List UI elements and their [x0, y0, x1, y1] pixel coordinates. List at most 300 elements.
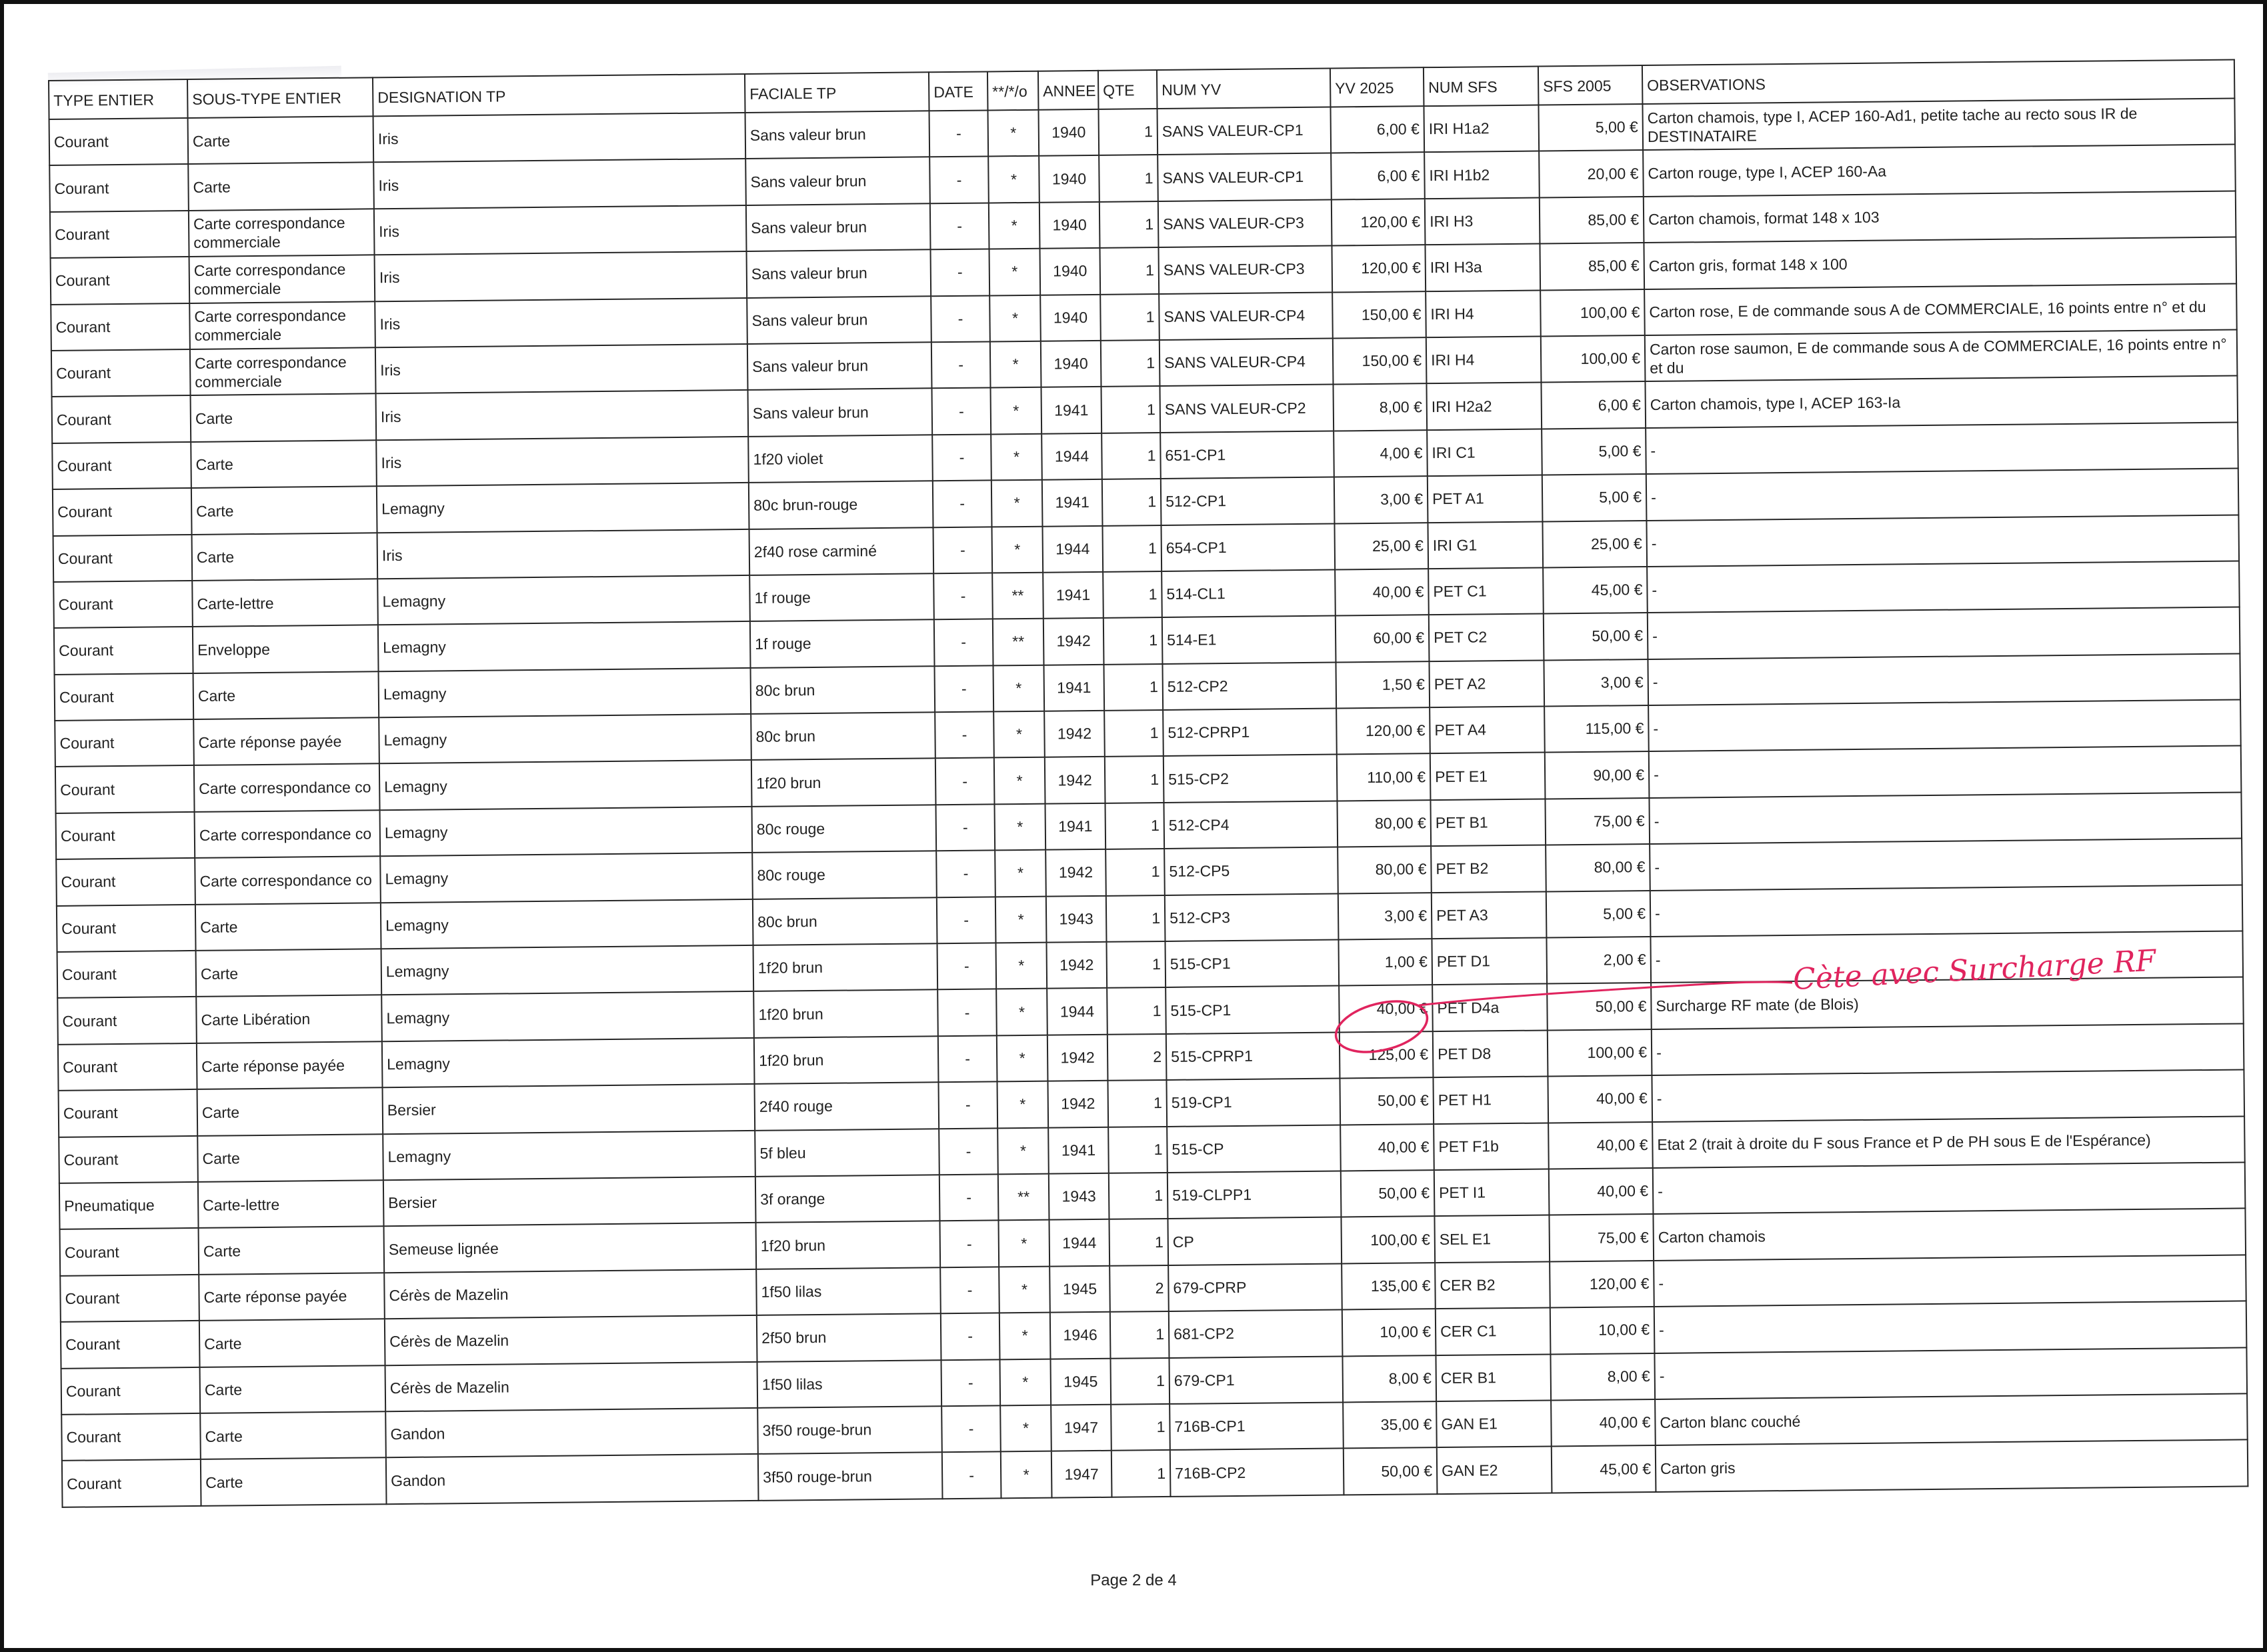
cell-sous-type-entier: Carte [191, 394, 377, 442]
cell-designation-tp: Iris [375, 298, 747, 348]
cell-type-entier: Courant [53, 488, 192, 535]
cell-faciale-tp: Sans valeur brun [745, 157, 930, 205]
cell-sfs-2005: 5,00 € [1542, 428, 1646, 475]
cell-sfs-2005: 100,00 € [1541, 335, 1646, 383]
cell-quality: * [990, 341, 1041, 388]
cell-annee: 1944 [1049, 1219, 1109, 1266]
cell-num-yv: 681-CP2 [1169, 1310, 1343, 1358]
cell-yv-2025: 25,00 € [1334, 523, 1428, 570]
cell-num-yv: 515-CP1 [1166, 986, 1340, 1034]
cell-yv-2025: 3,00 € [1334, 476, 1428, 523]
cell-observations: Carton chamois, type I, ACEP 160-Ad1, petite tache au recto sous IR de DESTINATAIRE [1642, 99, 2235, 151]
cell-observations: - [1647, 561, 2240, 613]
cell-designation-tp: Gandon [385, 1408, 758, 1458]
cell-num-yv: SANS VALEUR-CP4 [1159, 292, 1333, 340]
cell-num-yv: 679-CPRP [1168, 1263, 1342, 1311]
cell-type-entier: Courant [57, 905, 196, 952]
cell-yv-2025: 1,50 € [1336, 661, 1430, 709]
cell-designation-tp: Lemagny [378, 621, 751, 671]
cell-type-entier: Courant [60, 1228, 199, 1275]
cell-sous-type-entier: Enveloppe [193, 625, 379, 673]
cell-sous-type-entier: Carte [200, 1365, 386, 1413]
cell-designation-tp: Iris [373, 159, 746, 209]
cell-yv-2025: 125,00 € [1340, 1031, 1434, 1079]
cell-qte: 1 [1103, 617, 1163, 664]
cell-quality: * [995, 943, 1047, 989]
cell-designation-tp: Semeuse lignée [384, 1223, 757, 1273]
cell-observations: Etat 2 (trait à droite du F sous France et P de PH sous E de l'Espérance) [1652, 1116, 2245, 1168]
page-number: Page 2 de 4 [1090, 1571, 1177, 1589]
cell-qte: 1 [1109, 1219, 1168, 1265]
cell-designation-tp: Lemagny [379, 668, 751, 718]
cell-type-entier: Courant [53, 581, 193, 628]
cell-sous-type-entier: Carte réponse payée [197, 1041, 383, 1089]
cell-annee: 1943 [1046, 895, 1107, 942]
cell-sfs-2005: 5,00 € [1542, 474, 1647, 521]
cell-type-entier: Courant [54, 627, 193, 674]
cell-num-sfs: IRI H4 [1426, 336, 1542, 383]
cell-observations: Carton rose, E de commande sous A de COMMERCIALE, 16 points entre n° et du [1644, 283, 2237, 335]
cell-date: - [929, 110, 989, 157]
cell-num-yv: 512-CPRP1 [1163, 709, 1337, 757]
cell-observations: Carton rose saumon, E de commande sous A de COMMERCIALE, 16 points entre n° et du [1645, 329, 2238, 381]
cell-quality: * [988, 110, 1039, 157]
header-date: DATE [929, 71, 988, 111]
cell-designation-tp: Lemagny [380, 807, 753, 857]
cell-qte: 1 [1102, 479, 1162, 525]
cell-type-entier: Courant [62, 1459, 201, 1507]
cell-faciale-tp: 1f50 lilas [757, 1360, 942, 1408]
cell-type-entier: Courant [56, 858, 195, 905]
cell-designation-tp: Lemagny [377, 575, 750, 625]
cell-date: - [933, 573, 993, 619]
cell-type-entier: Courant [57, 997, 197, 1044]
cell-num-yv: SANS VALEUR-CP3 [1158, 199, 1332, 247]
cell-yv-2025: 100,00 € [1341, 1216, 1435, 1263]
cell-sous-type-entier: Carte correspondance commerciale [190, 347, 376, 395]
cell-date: - [940, 1267, 999, 1313]
header-yv-2025: YV 2025 [1330, 67, 1424, 107]
cell-faciale-tp: Sans valeur brun [745, 111, 930, 159]
cell-qte: 1 [1106, 895, 1166, 942]
cell-designation-tp: Iris [374, 205, 747, 255]
cell-quality: * [1000, 1405, 1051, 1452]
cell-num-yv: SANS VALEUR-CP1 [1157, 107, 1331, 155]
cell-qte: 1 [1105, 756, 1164, 803]
cell-qte: 1 [1099, 247, 1159, 294]
cell-qte: 1 [1110, 1357, 1170, 1404]
cell-sfs-2005: 80,00 € [1546, 844, 1650, 891]
cell-designation-tp: Lemagny [382, 1038, 755, 1088]
cell-date: - [929, 157, 989, 203]
annotation-line [1419, 982, 1792, 1005]
cell-annee: 1947 [1051, 1451, 1112, 1497]
cell-observations: - [1646, 422, 2238, 474]
cell-faciale-tp: 1f rouge [749, 573, 934, 621]
cell-qte: 1 [1100, 294, 1160, 341]
cell-num-sfs: PET A3 [1432, 891, 1547, 939]
cell-designation-tp: Lemagny [381, 991, 754, 1041]
cell-sous-type-entier: Carte [199, 1319, 385, 1367]
cell-date: - [939, 1128, 998, 1175]
cell-quality: ** [992, 573, 1043, 619]
cell-designation-tp: Iris [376, 390, 749, 440]
cell-faciale-tp: 1f20 brun [756, 1221, 941, 1269]
cell-sfs-2005: 40,00 € [1548, 1075, 1652, 1123]
cell-annee: 1941 [1043, 572, 1103, 619]
cell-date: - [934, 619, 993, 666]
cell-observations: - [1648, 700, 2241, 752]
cell-annee: 1942 [1044, 711, 1105, 757]
cell-quality: * [991, 433, 1042, 480]
cell-yv-2025: 3,00 € [1338, 893, 1432, 940]
cell-date: - [930, 203, 989, 249]
cell-date: - [933, 527, 993, 573]
cell-yv-2025: 110,00 € [1337, 754, 1431, 801]
header-qte: QTE [1098, 70, 1158, 109]
cell-observations: - [1649, 746, 2242, 798]
header-num-sfs: NUM SFS [1424, 67, 1539, 107]
cell-date: - [941, 1405, 1001, 1452]
cell-sfs-2005: 50,00 € [1544, 613, 1648, 660]
cell-date: - [932, 388, 991, 435]
cell-annee: 1940 [1038, 109, 1099, 156]
cell-sfs-2005: 85,00 € [1540, 243, 1644, 290]
cell-sous-type-entier: Carte [188, 163, 374, 211]
cell-designation-tp: Lemagny [381, 899, 753, 949]
cell-observations: - [1646, 515, 2239, 567]
cell-type-entier: Pneumatique [59, 1182, 199, 1229]
cell-faciale-tp: 2f50 brun [757, 1313, 941, 1361]
cell-faciale-tp: 1f20 brun [751, 759, 936, 807]
cell-num-sfs: PET I1 [1434, 1169, 1550, 1216]
cell-sfs-2005: 45,00 € [1543, 567, 1648, 614]
cell-observations: - [1650, 931, 2243, 983]
cell-observations: - [1649, 792, 2242, 844]
cell-annee: 1941 [1043, 665, 1104, 711]
cell-date: - [931, 295, 990, 342]
cell-num-yv: 512-CP1 [1161, 477, 1335, 525]
cell-type-entier: Courant [53, 534, 193, 581]
cell-observations: - [1648, 607, 2240, 659]
cell-annee: 1941 [1042, 479, 1103, 526]
cell-annee: 1942 [1047, 1081, 1108, 1127]
cell-yv-2025: 40,00 € [1335, 569, 1429, 616]
cell-faciale-tp: 1f20 brun [753, 943, 938, 991]
cell-date: - [939, 1221, 999, 1267]
cell-sous-type-entier: Carte [196, 949, 382, 997]
cell-faciale-tp: 3f50 rouge-brun [757, 1406, 942, 1454]
cell-yv-2025: 4,00 € [1334, 430, 1428, 477]
cell-sfs-2005: 50,00 € [1547, 983, 1652, 1030]
cell-quality: * [999, 1266, 1050, 1313]
cell-type-entier: Courant [61, 1321, 200, 1368]
cell-sous-type-entier: Carte réponse payée [199, 1273, 385, 1321]
cell-num-sfs: CER B2 [1435, 1261, 1550, 1309]
cell-sfs-2005: 100,00 € [1548, 1029, 1652, 1077]
cell-sous-type-entier: Carte [192, 533, 378, 581]
cell-num-sfs: PET A2 [1429, 660, 1544, 707]
cell-qte: 1 [1099, 155, 1158, 201]
cell-annee: 1940 [1039, 248, 1100, 295]
cell-type-entier: Courant [57, 951, 197, 998]
cell-num-sfs: IRI H2a2 [1426, 383, 1542, 430]
cell-num-yv: 519-CLPP1 [1168, 1171, 1342, 1219]
cell-num-yv: 515-CP2 [1164, 755, 1338, 803]
cell-type-entier: Courant [59, 1089, 198, 1137]
header-faciale-tp: FACIALE TP [745, 72, 929, 113]
cell-designation-tp: Lemagny [381, 945, 754, 995]
cell-quality: * [989, 295, 1041, 341]
cell-sous-type-entier: Carte [197, 1134, 383, 1182]
cell-annee: 1942 [1045, 849, 1106, 896]
cell-qte: 1 [1107, 1080, 1167, 1127]
cell-date: - [937, 943, 996, 989]
cell-date: - [938, 1035, 997, 1082]
cell-qte: 1 [1101, 386, 1160, 433]
cell-num-yv: 716B-CP1 [1170, 1402, 1344, 1450]
cell-qte: 1 [1109, 1173, 1168, 1219]
cell-designation-tp: Iris [375, 251, 747, 301]
cell-sous-type-entier: Carte [193, 671, 379, 719]
cell-yv-2025: 80,00 € [1338, 846, 1432, 893]
cell-annee: 1942 [1045, 757, 1105, 803]
cell-designation-tp: Lemagny [380, 853, 753, 903]
cell-sfs-2005: 100,00 € [1540, 289, 1645, 337]
cell-sfs-2005: 5,00 € [1546, 891, 1651, 938]
cell-num-sfs: GAN E1 [1436, 1400, 1552, 1447]
cell-qte: 1 [1111, 1450, 1171, 1497]
cell-yv-2025: 120,00 € [1332, 199, 1426, 246]
cell-type-entier: Courant [52, 395, 191, 443]
cell-qte: 1 [1105, 803, 1164, 849]
cell-date: - [934, 665, 993, 712]
cell-annee: 1941 [1041, 387, 1101, 433]
cell-num-yv: 519-CP1 [1166, 1079, 1340, 1127]
cell-qte: 1 [1101, 340, 1160, 387]
cell-type-entier: Courant [58, 1043, 197, 1091]
cell-qte: 2 [1107, 1034, 1167, 1081]
cell-designation-tp: Cérès de Mazelin [384, 1269, 757, 1319]
cell-qte: 1 [1108, 1127, 1168, 1173]
cell-yv-2025: 6,00 € [1330, 106, 1424, 153]
cell-date: - [931, 341, 991, 388]
cell-yv-2025: 50,00 € [1341, 1170, 1435, 1217]
cell-num-sfs: SEL E1 [1434, 1215, 1550, 1263]
cell-sous-type-entier: Carte Libération [196, 995, 382, 1043]
cell-yv-2025: 8,00 € [1342, 1355, 1436, 1403]
cell-num-yv: SANS VALEUR-CP1 [1158, 153, 1332, 201]
cell-num-sfs: IRI H1b2 [1424, 151, 1540, 199]
cell-designation-tp: Cérès de Mazelin [385, 1361, 758, 1411]
cell-num-yv: 512-CP3 [1165, 893, 1339, 941]
cell-faciale-tp: 80c brun [751, 712, 935, 760]
cell-num-sfs: PET A4 [1430, 707, 1545, 754]
cell-quality: * [989, 249, 1040, 295]
cell-annee: 1945 [1049, 1266, 1110, 1313]
cell-date: - [941, 1313, 1000, 1360]
cell-quality: * [995, 896, 1047, 943]
cell-yv-2025: 135,00 € [1342, 1263, 1436, 1310]
cell-faciale-tp: Sans valeur brun [748, 389, 933, 437]
cell-num-yv: 515-CP [1167, 1125, 1341, 1173]
header-annee: ANNEE [1038, 71, 1099, 110]
cell-annee: 1940 [1039, 155, 1099, 202]
cell-observations: - [1646, 469, 2239, 521]
cell-qte: 1 [1104, 710, 1164, 757]
cell-date: - [935, 758, 995, 805]
cell-faciale-tp: 1f20 brun [753, 990, 938, 1038]
cell-num-sfs: IRI H4 [1426, 290, 1541, 337]
cell-annee: 1942 [1047, 1035, 1108, 1081]
header-quality: **/*/o [987, 71, 1039, 111]
cell-sfs-2005: 40,00 € [1548, 1122, 1653, 1169]
cell-sfs-2005: 3,00 € [1544, 659, 1648, 707]
cell-observations: - [1654, 1347, 2247, 1399]
cell-num-yv: 514-CL1 [1162, 569, 1336, 617]
cell-quality: ** [993, 619, 1044, 665]
cell-num-sfs: IRI H3 [1425, 197, 1540, 245]
cell-num-sfs: CER C1 [1436, 1308, 1551, 1355]
cell-faciale-tp: 80c brun [751, 666, 935, 714]
cell-faciale-tp: 2f40 rouge [755, 1082, 939, 1130]
cell-annee: 1941 [1045, 803, 1105, 850]
cell-observations: Carton gris, format 148 x 100 [1644, 237, 2236, 289]
cell-type-entier: Courant [56, 812, 195, 859]
cell-sfs-2005: 6,00 € [1541, 381, 1646, 429]
cell-date: - [931, 249, 990, 296]
header-type-entier: TYPE ENTIER [49, 79, 188, 119]
cell-sous-type-entier: Carte correspondance commerciale [189, 209, 375, 257]
cell-designation-tp: Gandon [386, 1454, 759, 1504]
cell-annee: 1945 [1050, 1358, 1111, 1405]
cell-sfs-2005: 25,00 € [1542, 521, 1647, 568]
cell-designation-tp: Lemagny [377, 483, 749, 533]
cell-faciale-tp: 1f50 lilas [756, 1267, 941, 1315]
cell-qte: 1 [1105, 849, 1165, 895]
cell-designation-tp: Iris [377, 529, 750, 579]
cell-sous-type-entier: Carte [200, 1411, 386, 1459]
cell-num-sfs: GAN E2 [1437, 1447, 1552, 1494]
cell-quality: * [999, 1313, 1051, 1359]
cell-observations: - [1650, 839, 2242, 891]
cell-faciale-tp: 5f bleu [755, 1129, 939, 1177]
cell-num-yv: 515-CPRP1 [1166, 1032, 1340, 1080]
cell-yv-2025: 35,00 € [1343, 1401, 1437, 1449]
cell-quality: * [997, 1035, 1048, 1081]
cell-date: - [942, 1452, 1001, 1499]
cell-observations: Surcharge RF mate (de Blois) [1651, 977, 2244, 1029]
cell-num-sfs: PET E1 [1430, 753, 1546, 800]
cell-sous-type-entier: Carte [199, 1227, 385, 1275]
cell-type-entier: Courant [49, 164, 189, 211]
cell-sous-type-entier: Carte correspondance commerciale [189, 255, 375, 303]
cell-designation-tp: Bersier [383, 1177, 756, 1227]
cell-qte: 1 [1103, 571, 1162, 618]
cell-quality: * [989, 203, 1040, 249]
cell-type-entier: Courant [52, 442, 191, 489]
cell-designation-tp: Lemagny [383, 1130, 755, 1180]
cell-type-entier: Courant [55, 673, 194, 721]
cell-num-yv: 654-CP1 [1161, 523, 1335, 571]
cell-num-sfs: PET D8 [1433, 1030, 1548, 1077]
cell-annee: 1944 [1042, 525, 1103, 572]
cell-type-entier: Courant [61, 1413, 201, 1461]
cell-yv-2025: 6,00 € [1331, 153, 1425, 200]
cell-num-yv: 716B-CP2 [1170, 1449, 1344, 1497]
cell-faciale-tp: Sans valeur brun [747, 342, 932, 390]
cell-sfs-2005: 5,00 € [1538, 104, 1643, 151]
cell-num-sfs: PET C2 [1429, 614, 1544, 661]
cell-annee: 1943 [1049, 1173, 1109, 1220]
cell-type-entier: Courant [55, 765, 195, 813]
cell-yv-2025: 120,00 € [1332, 245, 1426, 292]
cell-num-sfs: PET F1b [1434, 1123, 1549, 1170]
cell-faciale-tp: 1f20 brun [754, 1036, 939, 1084]
cell-sous-type-entier: Carte [201, 1458, 387, 1506]
cell-num-sfs: PET B1 [1430, 799, 1546, 846]
cell-faciale-tp: Sans valeur brun [747, 296, 931, 344]
cell-quality: * [997, 1081, 1048, 1128]
cell-yv-2025: 40,00 € [1340, 1124, 1434, 1171]
cell-sous-type-entier: Carte-lettre [198, 1180, 384, 1228]
cell-quality: * [1001, 1451, 1052, 1498]
cell-faciale-tp: 3f orange [755, 1175, 940, 1223]
cell-sous-type-entier: Carte [188, 116, 374, 164]
cell-annee: 1946 [1050, 1312, 1111, 1359]
cell-qte: 1 [1099, 201, 1159, 248]
cell-yv-2025: 40,00 € [1339, 985, 1433, 1033]
cell-type-entier: Courant [50, 211, 189, 258]
cell-num-yv: CP [1168, 1217, 1342, 1265]
cell-num-sfs: PET D4a [1432, 984, 1548, 1031]
cell-date: - [935, 804, 995, 851]
cell-quality: * [996, 989, 1047, 1035]
cell-faciale-tp: 1f rouge [750, 620, 935, 668]
cell-quality: ** [998, 1174, 1049, 1221]
cell-num-sfs: PET H1 [1433, 1077, 1548, 1124]
cell-faciale-tp: 3f50 rouge-brun [758, 1453, 943, 1501]
cell-sfs-2005: 20,00 € [1539, 150, 1644, 197]
cell-sfs-2005: 115,00 € [1544, 705, 1649, 753]
cell-num-sfs: IRI C1 [1427, 429, 1542, 476]
cell-quality: * [993, 711, 1045, 758]
cell-date: - [937, 989, 997, 1036]
cell-observations: - [1653, 1162, 2246, 1214]
cell-date: - [932, 434, 991, 481]
cell-sfs-2005: 10,00 € [1550, 1307, 1655, 1354]
cell-sfs-2005: 90,00 € [1545, 751, 1650, 799]
cell-num-sfs: PET B2 [1431, 845, 1546, 893]
cell-observations: - [1654, 1301, 2247, 1353]
cell-observations: Carton blanc couché [1655, 1393, 2248, 1445]
cell-annee: 1942 [1046, 942, 1107, 989]
cell-num-yv: 512-CP2 [1162, 662, 1336, 710]
cell-date: - [937, 897, 996, 943]
cell-type-entier: Courant [55, 719, 194, 767]
cell-annee: 1942 [1043, 618, 1104, 665]
cell-sous-type-entier: Carte correspondance co [195, 810, 381, 858]
cell-quality: * [994, 757, 1045, 804]
cell-date: - [936, 851, 995, 897]
cell-date: - [938, 1082, 997, 1129]
cell-sous-type-entier: Carte [197, 1087, 383, 1135]
header-designation-tp: DESIGNATION TP [373, 74, 745, 116]
cell-observations: Carton chamois, format 148 x 103 [1644, 191, 2236, 243]
cell-yv-2025: 80,00 € [1337, 800, 1431, 847]
cell-sous-type-entier: Carte correspondance commerciale [189, 301, 375, 349]
cell-yv-2025: 10,00 € [1342, 1309, 1436, 1356]
